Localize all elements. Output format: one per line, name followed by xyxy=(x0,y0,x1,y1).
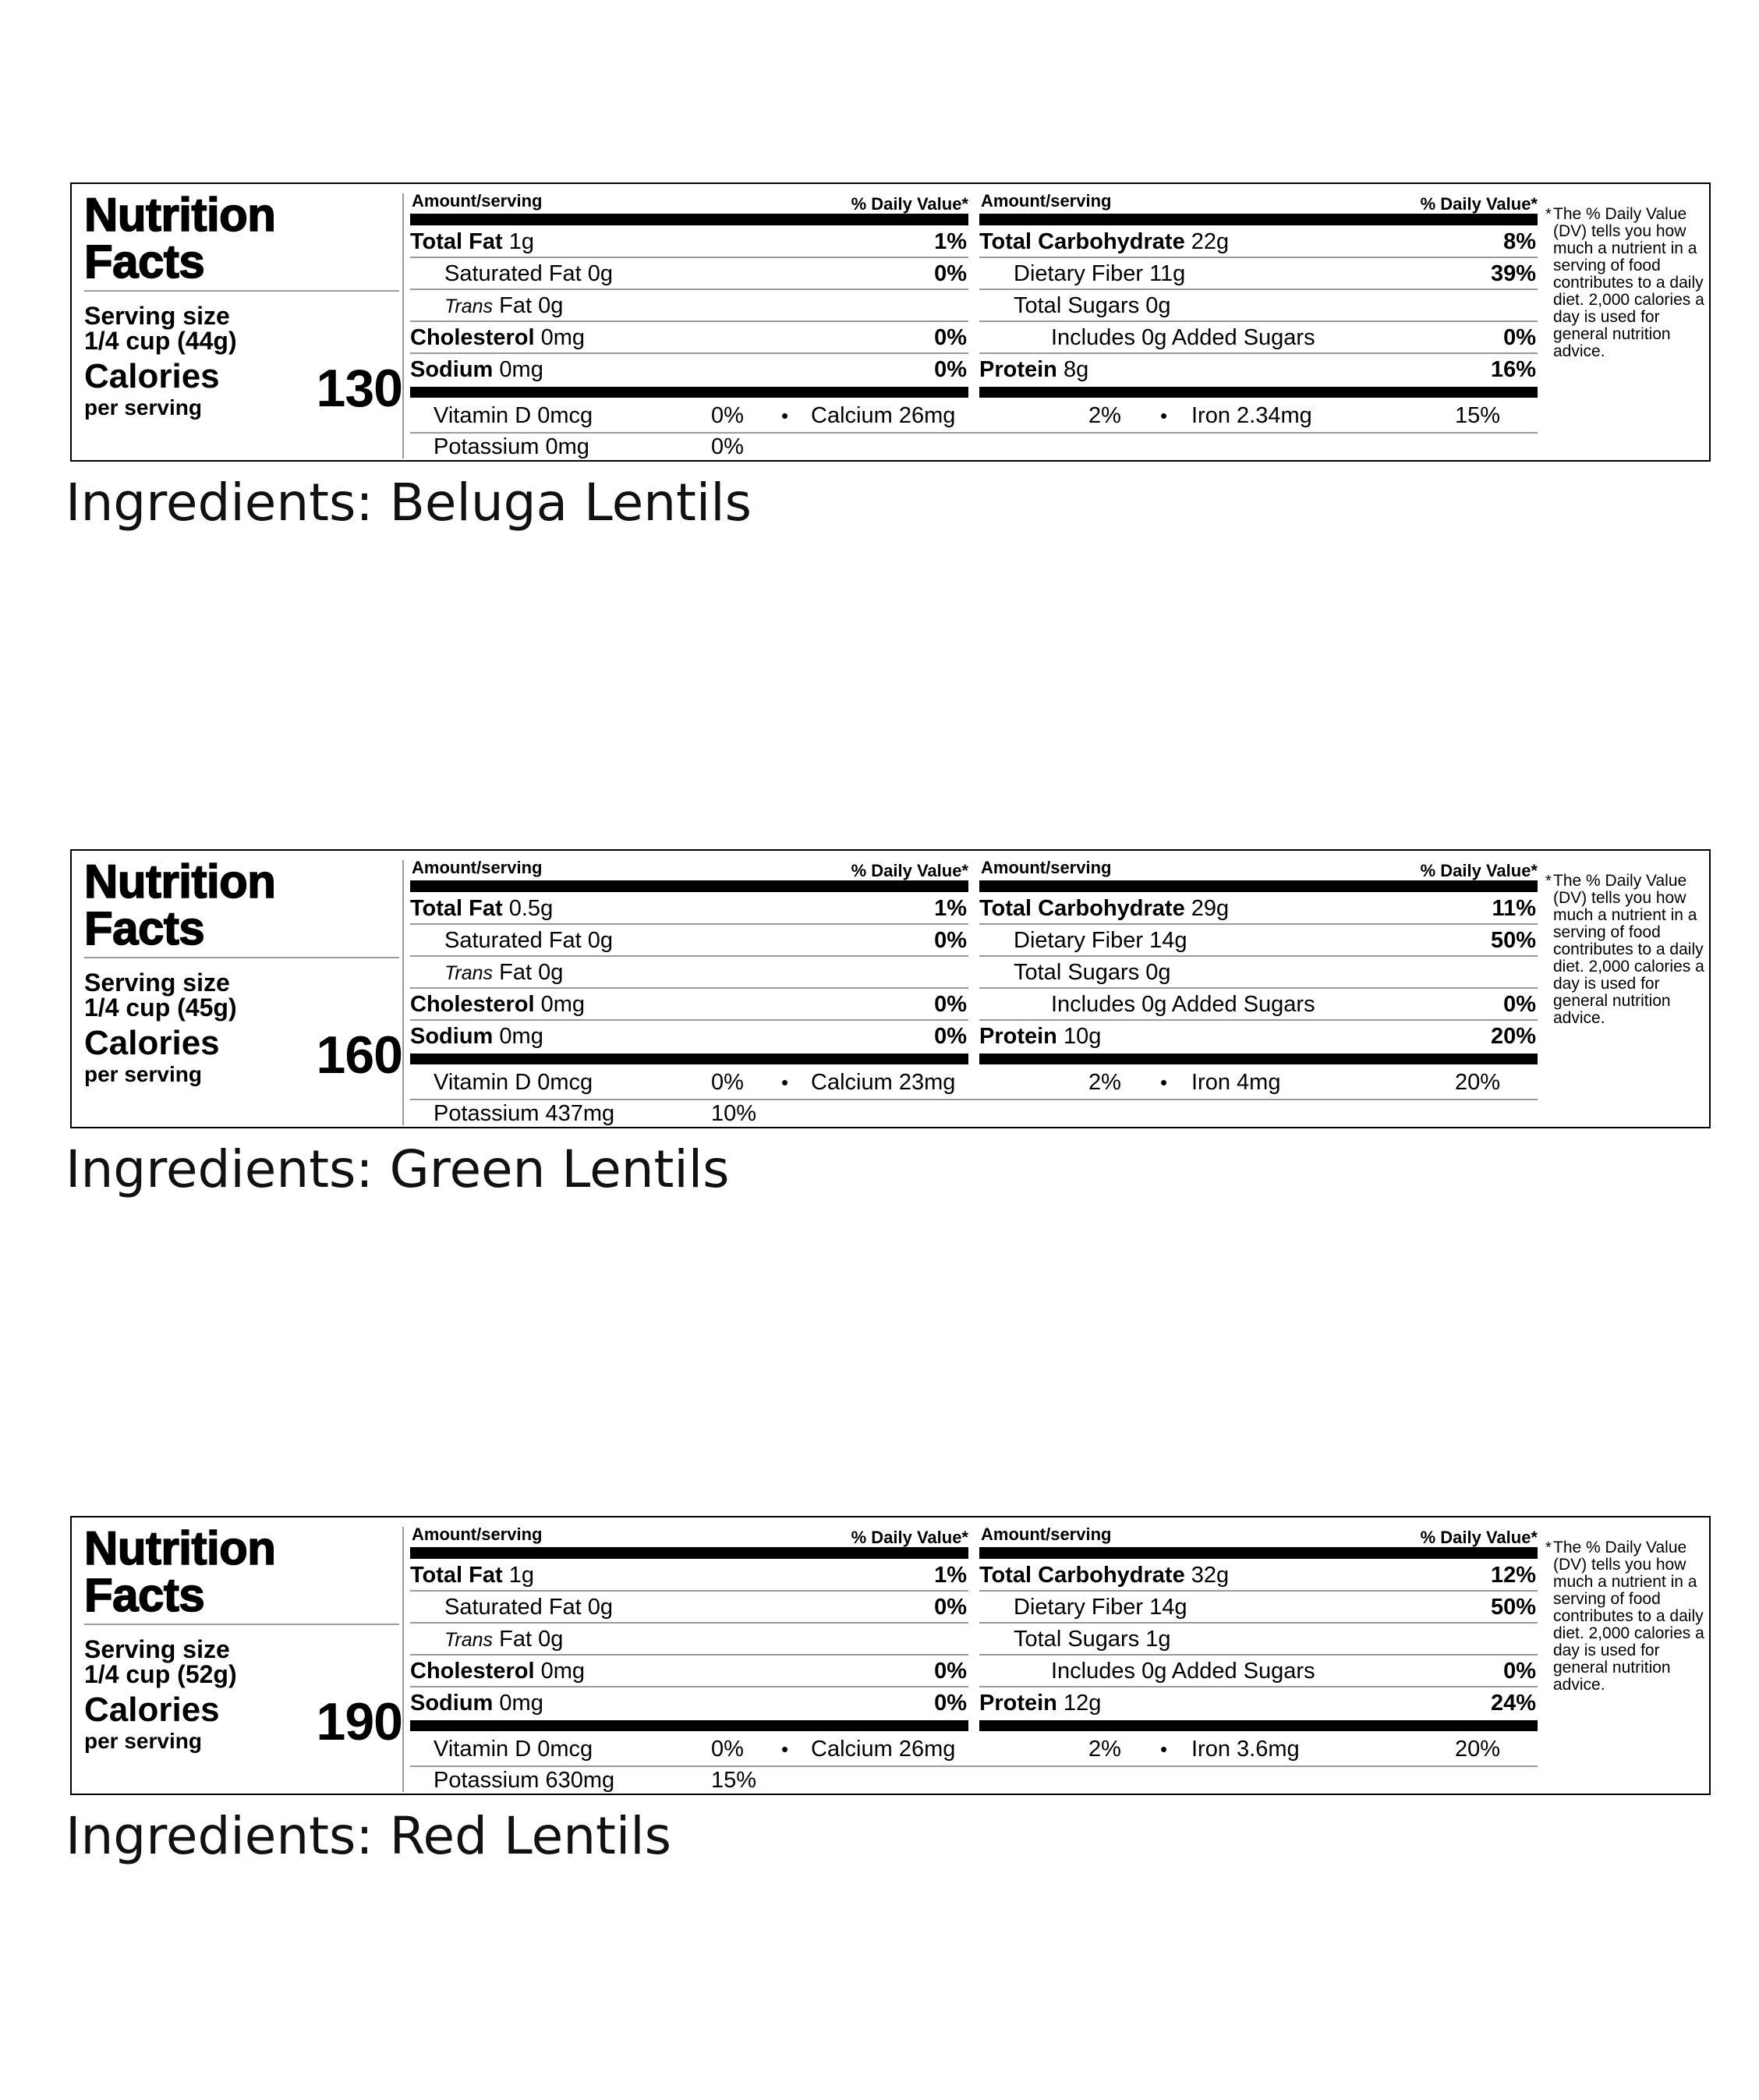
total-fat-amount: 0.5g xyxy=(508,896,554,921)
total-carbohydrate-row: Total Carbohydrate 22g 8% xyxy=(979,226,1538,258)
calcium-label: Calcium 26mg xyxy=(811,403,956,428)
vitamin-d-amount: 0mcg xyxy=(537,1070,593,1095)
amount-serving-header: Amount/serving xyxy=(981,191,1112,211)
iron-dv: 20% xyxy=(1455,1070,1501,1095)
fat-nutrients-column xyxy=(410,1517,968,1720)
total-fat-dv: 1% xyxy=(934,896,967,921)
saturated-fat-dv: 0% xyxy=(934,928,967,953)
dietary-fiber-row: Dietary Fiber 14g 50% xyxy=(979,925,1538,957)
per-serving-label: per serving xyxy=(84,1729,202,1753)
cholesterol-amount: 0mg xyxy=(540,1659,586,1684)
ingredients-text: Ingredients: Beluga Lentils xyxy=(65,473,752,533)
trans-fat-amount: 0g xyxy=(538,960,564,985)
daily-value-footnote: * The % Daily Value (DV) tells you how much a nutrient in a serving of food contributes to a daily diet. 2,000 calories a day is used for general nutrition advice. xyxy=(1545,872,1704,1027)
dietary-fiber-dv: 50% xyxy=(1490,1595,1536,1620)
total-carbohydrate-dv: 8% xyxy=(1503,229,1536,254)
nutrition-facts-title: Nutrition Facts xyxy=(84,1522,276,1621)
saturated-fat-dv: 0% xyxy=(934,1595,967,1620)
added-sugars-dv: 0% xyxy=(1503,325,1536,350)
divider xyxy=(84,957,399,958)
total-carbohydrate-row: Total Carbohydrate 29g 11% xyxy=(979,893,1538,925)
calories-label: Calories xyxy=(84,1691,220,1729)
dietary-fiber-row: Dietary Fiber 14g 50% xyxy=(979,1592,1538,1624)
total-sugars-amount: 1g xyxy=(1145,1627,1171,1652)
iron-label: Iron 4mg xyxy=(1191,1070,1281,1095)
dietary-fiber-row: Dietary Fiber 11g 39% xyxy=(979,258,1538,290)
total-carbohydrate-row: Total Carbohydrate 32g 12% xyxy=(979,1560,1538,1592)
thick-rule xyxy=(410,214,968,225)
potassium-dv: 10% xyxy=(711,1101,757,1126)
label-left-column xyxy=(84,851,402,1127)
potassium-label: Potassium 0mg xyxy=(434,434,589,459)
total-fat-row: Total Fat 1g 1% xyxy=(410,1560,968,1592)
calcium-dv: 2% xyxy=(1088,403,1121,428)
total-fat-amount: 1g xyxy=(508,229,535,254)
ingredients-text: Ingredients: Green Lentils xyxy=(65,1139,730,1199)
saturated-fat-dv: 0% xyxy=(934,261,967,286)
thick-rule xyxy=(410,387,968,398)
added-sugars-row: Includes 0g Added Sugars 0% xyxy=(979,989,1538,1021)
added-sugars-row: Includes 0g Added Sugars 0% xyxy=(979,322,1538,354)
iron-label: Iron 2.34mg xyxy=(1191,403,1312,428)
per-serving-label: per serving xyxy=(84,1062,202,1086)
protein-row: Protein 10g 20% xyxy=(979,1021,1538,1053)
carb-nutrients-column xyxy=(979,851,1538,1054)
calories-value: 130 xyxy=(316,359,402,418)
nutrition-facts-title: Nutrition Facts xyxy=(84,855,276,954)
total-sugars-row: Total Sugars 0g xyxy=(979,290,1538,322)
calories-value: 190 xyxy=(316,1692,402,1751)
saturated-fat-row: Saturated Fat 0g 0% xyxy=(410,925,968,957)
iron-amount: 2.34mg xyxy=(1237,403,1312,428)
daily-value-header: % Daily Value* xyxy=(851,1528,968,1547)
nutrition-facts-label xyxy=(70,182,1711,462)
divider xyxy=(402,860,404,1125)
vitamin-d-amount: 0mcg xyxy=(537,1737,593,1762)
thick-rule xyxy=(410,1547,968,1559)
calcium-label: Calcium 26mg xyxy=(811,1737,956,1762)
added-sugars-row: Includes 0g Added Sugars 0% xyxy=(979,1656,1538,1687)
vitamin-d-dv: 0% xyxy=(711,403,744,428)
calcium-amount: 26mg xyxy=(898,1737,956,1762)
cholesterol-row: Cholesterol 0mg 0% xyxy=(410,1656,968,1687)
total-carbohydrate-amount: 32g xyxy=(1191,1563,1230,1588)
carb-nutrients-column xyxy=(979,184,1538,387)
calories-value: 160 xyxy=(316,1025,402,1085)
trans-fat-amount: 0g xyxy=(538,1627,564,1652)
thick-rule xyxy=(979,1054,1538,1064)
sodium-amount: 0mg xyxy=(499,357,543,382)
dietary-fiber-amount: 11g xyxy=(1149,261,1186,286)
potassium-dv: 0% xyxy=(711,434,744,459)
total-carbohydrate-amount: 29g xyxy=(1191,896,1230,921)
daily-value-header: % Daily Value* xyxy=(1420,1528,1538,1547)
saturated-fat-row: Saturated Fat 0g 0% xyxy=(410,1592,968,1624)
saturated-fat-amount: 0g xyxy=(587,261,614,286)
potassium-dv: 15% xyxy=(711,1768,757,1793)
added-sugars-dv: 0% xyxy=(1503,992,1536,1017)
dietary-fiber-amount: 14g xyxy=(1149,928,1187,953)
bullet-separator: • xyxy=(781,1737,789,1761)
ingredients-text: Ingredients: Red Lentils xyxy=(65,1806,671,1866)
daily-value-header: % Daily Value* xyxy=(1420,861,1538,880)
thick-rule xyxy=(410,880,968,892)
total-carbohydrate-dv: 11% xyxy=(1492,896,1536,921)
total-fat-dv: 1% xyxy=(934,1563,967,1588)
total-fat-row: Total Fat 0.5g 1% xyxy=(410,893,968,925)
label-left-column xyxy=(84,1517,402,1794)
trans-fat-row: Trans Fat 0g xyxy=(410,957,968,989)
trans-fat-row: Trans Fat 0g xyxy=(410,290,968,322)
bullet-separator: • xyxy=(781,1071,789,1094)
serving-size-label: Serving size xyxy=(84,969,230,997)
total-carbohydrate-amount: 22g xyxy=(1191,229,1230,254)
sodium-dv: 0% xyxy=(934,1691,967,1716)
sodium-amount: 0mg xyxy=(499,1691,543,1716)
divider xyxy=(402,193,404,459)
thick-rule xyxy=(979,387,1538,398)
total-sugars-amount: 0g xyxy=(1145,960,1171,985)
vitamin-d-label: Vitamin D 0mcg xyxy=(434,403,593,428)
nutrition-facts-label xyxy=(70,1516,1711,1795)
iron-dv: 15% xyxy=(1455,403,1501,428)
nutrition-facts-title: Nutrition Facts xyxy=(84,189,276,288)
daily-value-header: % Daily Value* xyxy=(851,861,968,880)
vitamin-d-dv: 0% xyxy=(711,1737,744,1762)
amount-serving-header: Amount/serving xyxy=(981,858,1112,877)
divider xyxy=(84,1624,399,1625)
cholesterol-row: Cholesterol 0mg 0% xyxy=(410,989,968,1021)
calcium-label: Calcium 23mg xyxy=(811,1070,956,1095)
calcium-dv: 2% xyxy=(1088,1070,1121,1095)
fat-nutrients-column xyxy=(410,184,968,387)
saturated-fat-row: Saturated Fat 0g 0% xyxy=(410,258,968,290)
thick-rule xyxy=(979,1547,1538,1559)
daily-value-footnote: * The % Daily Value (DV) tells you how much a nutrient in a serving of food contributes to a daily diet. 2,000 calories a day is used for general nutrition advice. xyxy=(1545,1539,1704,1694)
protein-dv: 24% xyxy=(1490,1691,1536,1716)
nutrition-facts-label xyxy=(70,849,1711,1128)
protein-amount: 10g xyxy=(1063,1024,1102,1049)
vitamin-d-label: Vitamin D 0mcg xyxy=(434,1737,593,1762)
bullet-separator: • xyxy=(1160,1071,1168,1094)
iron-amount: 4mg xyxy=(1237,1070,1281,1095)
calories-label: Calories xyxy=(84,1024,220,1062)
sodium-row: Sodium 0mg 0% xyxy=(410,1021,968,1053)
vitamin-d-dv: 0% xyxy=(711,1070,744,1095)
thick-rule xyxy=(410,1720,968,1731)
protein-amount: 8g xyxy=(1063,357,1089,382)
cholesterol-dv: 0% xyxy=(934,992,967,1017)
dietary-fiber-dv: 39% xyxy=(1490,261,1536,286)
total-sugars-amount: 0g xyxy=(1145,293,1171,318)
total-fat-dv: 1% xyxy=(934,229,967,254)
serving-size-label: Serving size xyxy=(84,1635,230,1663)
protein-amount: 12g xyxy=(1063,1691,1102,1716)
sodium-amount: 0mg xyxy=(499,1024,543,1049)
potassium-amount: 630mg xyxy=(545,1768,615,1793)
total-fat-row: Total Fat 1g 1% xyxy=(410,226,968,258)
saturated-fat-amount: 0g xyxy=(587,1595,614,1620)
bullet-separator: • xyxy=(1160,1737,1168,1761)
calcium-amount: 23mg xyxy=(898,1070,956,1095)
calories-label: Calories xyxy=(84,357,220,395)
label-left-column xyxy=(84,184,402,460)
daily-value-header: % Daily Value* xyxy=(1420,194,1538,214)
potassium-amount: 437mg xyxy=(545,1101,615,1126)
calcium-amount: 26mg xyxy=(898,403,956,428)
carb-nutrients-column xyxy=(979,1517,1538,1720)
daily-value-header: % Daily Value* xyxy=(851,194,968,214)
cholesterol-amount: 0mg xyxy=(540,992,586,1017)
thick-rule xyxy=(979,214,1538,225)
trans-fat-amount: 0g xyxy=(538,293,564,318)
dietary-fiber-dv: 50% xyxy=(1490,928,1536,953)
cholesterol-dv: 0% xyxy=(934,1659,967,1684)
protein-dv: 16% xyxy=(1490,357,1536,382)
amount-serving-header: Amount/serving xyxy=(412,1525,543,1544)
thick-rule xyxy=(410,1054,968,1064)
bullet-separator: • xyxy=(1160,404,1168,427)
amount-serving-header: Amount/serving xyxy=(412,858,543,877)
thick-rule xyxy=(979,1720,1538,1731)
total-sugars-row: Total Sugars 1g xyxy=(979,1624,1538,1656)
sodium-dv: 0% xyxy=(934,357,967,382)
calcium-dv: 2% xyxy=(1088,1737,1121,1762)
serving-size-value: 1/4 cup (44g) xyxy=(84,327,237,355)
total-fat-amount: 1g xyxy=(508,1563,535,1588)
dietary-fiber-amount: 14g xyxy=(1149,1595,1187,1620)
total-sugars-row: Total Sugars 0g xyxy=(979,957,1538,989)
potassium-label: Potassium 630mg xyxy=(434,1768,615,1793)
serving-size-value: 1/4 cup (52g) xyxy=(84,1660,237,1688)
sodium-row: Sodium 0mg 0% xyxy=(410,1687,968,1719)
serving-size-label: Serving size xyxy=(84,302,230,330)
divider xyxy=(402,1527,404,1792)
protein-row: Protein 12g 24% xyxy=(979,1687,1538,1719)
sodium-dv: 0% xyxy=(934,1024,967,1049)
serving-size-value: 1/4 cup (45g) xyxy=(84,993,237,1022)
cholesterol-dv: 0% xyxy=(934,325,967,350)
per-serving-label: per serving xyxy=(84,395,202,420)
thick-rule xyxy=(979,880,1538,892)
cholesterol-row: Cholesterol 0mg 0% xyxy=(410,322,968,354)
bullet-separator: • xyxy=(781,404,789,427)
daily-value-footnote: * The % Daily Value (DV) tells you how much a nutrient in a serving of food contributes to a daily diet. 2,000 calories a day is used for general nutrition advice. xyxy=(1545,205,1704,360)
sodium-row: Sodium 0mg 0% xyxy=(410,354,968,386)
iron-amount: 3.6mg xyxy=(1237,1737,1300,1762)
added-sugars-dv: 0% xyxy=(1503,1659,1536,1684)
amount-serving-header: Amount/serving xyxy=(412,191,543,211)
potassium-amount: 0mg xyxy=(545,434,589,459)
total-carbohydrate-dv: 12% xyxy=(1490,1563,1536,1588)
iron-label: Iron 3.6mg xyxy=(1191,1737,1300,1762)
divider xyxy=(84,290,399,292)
protein-dv: 20% xyxy=(1490,1024,1536,1049)
vitamin-d-label: Vitamin D 0mcg xyxy=(434,1070,593,1095)
cholesterol-amount: 0mg xyxy=(540,325,586,350)
iron-dv: 20% xyxy=(1455,1737,1501,1762)
protein-row: Protein 8g 16% xyxy=(979,354,1538,386)
saturated-fat-amount: 0g xyxy=(587,928,614,953)
amount-serving-header: Amount/serving xyxy=(981,1525,1112,1544)
fat-nutrients-column xyxy=(410,851,968,1054)
potassium-label: Potassium 437mg xyxy=(434,1101,615,1126)
trans-fat-row: Trans Fat 0g xyxy=(410,1624,968,1656)
vitamin-d-amount: 0mcg xyxy=(537,403,593,428)
